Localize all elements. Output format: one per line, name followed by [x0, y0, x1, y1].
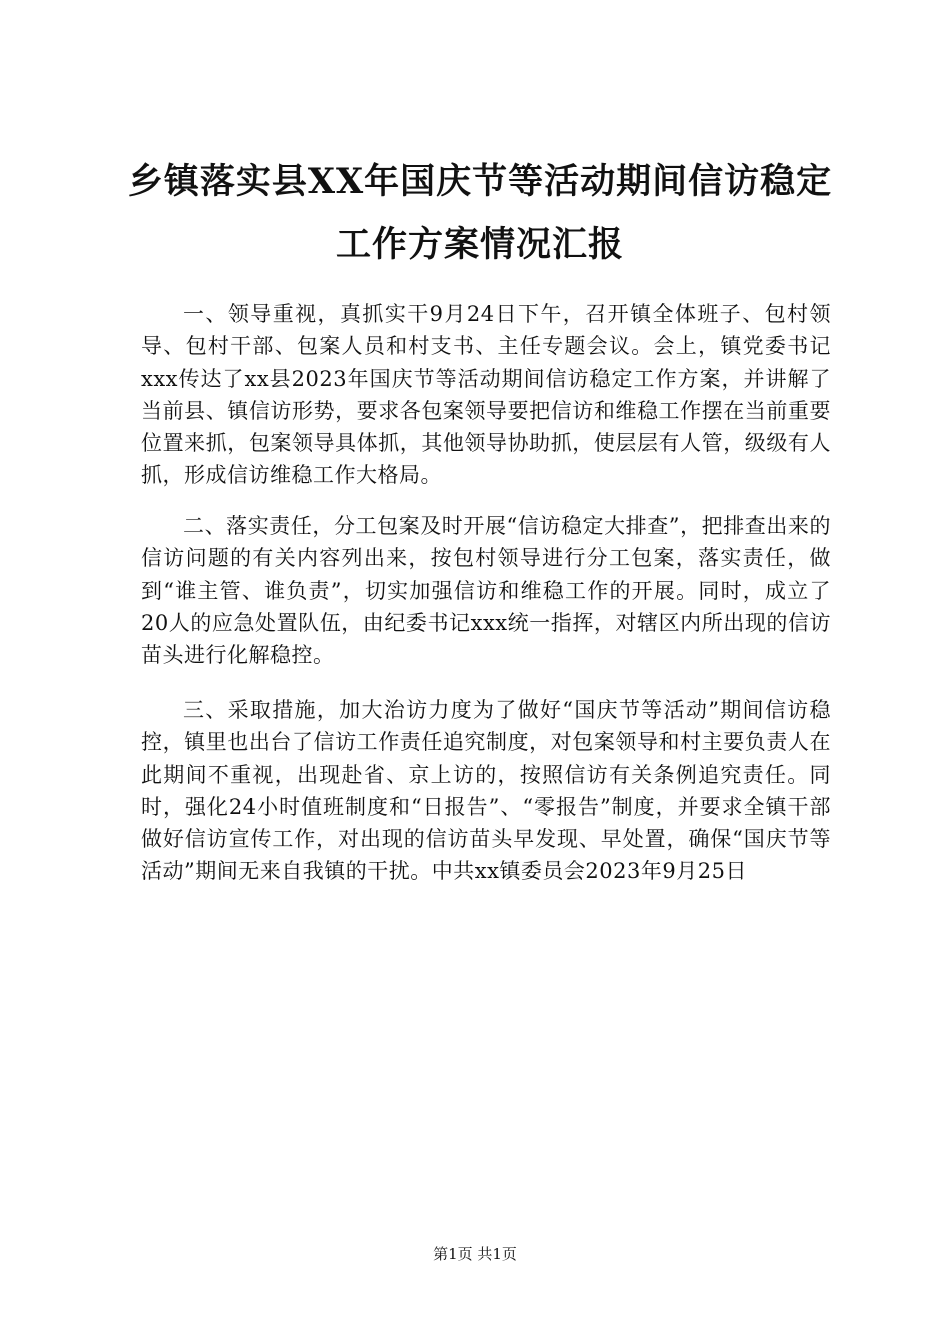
document-title-line-2: 工作方案情况汇报 [335, 224, 624, 265]
paragraph-responsibility: 二、落实责任，分工包案及时开展“信访稳定大排查”，把排查出来的信访问题的有关内容列出来，按包村领导进行分工包案，落实责任，做到“谁主管、谁负责”，切实加强信访和维稳工作的开展。同时，成立了20人的应急处置队伍，由纪委书记xxx统一指挥，对辖区内所出现的信访苗头进行化解稳控。 [141, 514, 831, 668]
paragraph-measures: 三、采取措施，加大治访力度为了做好“国庆节等活动”期间信访稳控，镇里也出台了信访工作责任追究制度，对包案领导和村主要负责人在此期间不重视，出现赴省、京上访的，按照信访有关条例追究责任。同时，强化24小时值班制度和“日报告”、“零报告”制度，并要求全镇干部做好信访宣传工作，对出现的信访苗头早发现、早处置，确保“国庆节等活动”期间无来自我镇的干扰。中共xx镇委员会2023年9月25日 [141, 698, 831, 884]
document-title-line-1: 乡镇落实县XX年国庆节等活动期间信访稳定 [127, 161, 833, 202]
paragraph-leadership: 一、领导重视，真抓实干9月24日下午，召开镇全体班子、包村领导、包村干部、包案人员和村支书、主任专题会议。会上，镇党委书记xxx传达了xx县2023年国庆节等活动期间信访稳定工作方案，并讲解了当前县、镇信访形势，要求各包案领导要把信访和维稳工作摆在当前重要位置来抓，包案领导具体抓，其他领导协助抓，使层层有人管，级级有人抓，形成信访维稳工作大格局。 [141, 302, 831, 488]
page-footer: 第1页 共1页 [433, 1245, 517, 1263]
